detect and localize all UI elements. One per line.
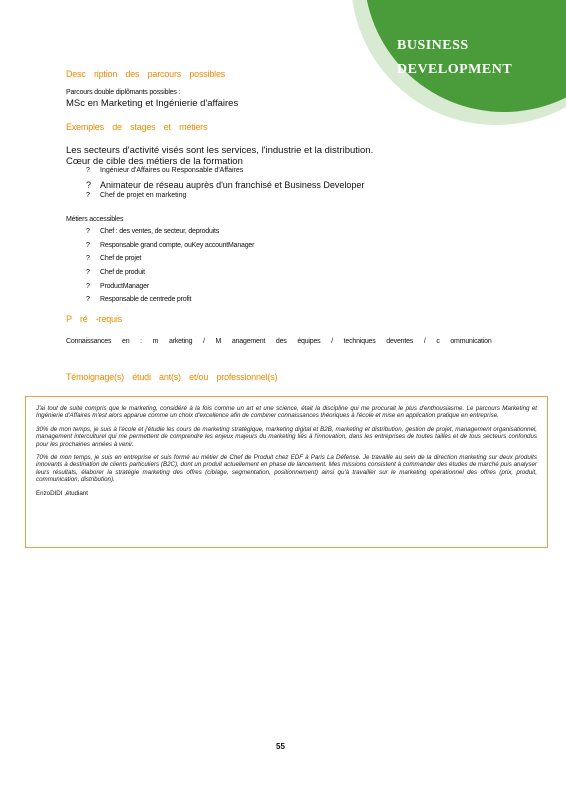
page-title: BUSINESS DEVELOPMENT	[397, 38, 513, 77]
testimony-paragraph: J'ai tout de suite compris que le marketing, considéré à la fois comme un art et une science, était la discipline qui me procurait le plus d'enthousiasme. Le parcours Marketing et Ingénierie d'Affaires m'est alors apparue comme un choix d'excellence afin de combiner connaissances théoriques à l'école et mise en application pratique en entreprise.	[36, 405, 537, 420]
heading-testimony: Témoignage(s) étudi ant(s) et/ou professionnel(s)	[66, 372, 278, 382]
jobs-list	[86, 228, 254, 310]
list-item: ? Ingénieur d'Affaires ou Responsable d'Affaires	[86, 167, 364, 180]
list-item: ? Responsable grand compte, ouKey accountManager	[86, 242, 254, 256]
description-line1: Parcours double diplômants possibles :	[66, 89, 181, 96]
testimony-paragraph: 30% de mon temps, je suis à l'école et j'étudie les cours de marketing stratégique, marketing digital et B2B, marketing et distribution, gestion de projet, management organisationnel, management interculturel qui me permettent de comprendre les enjeux majeurs du marketing liés à l'innovation, dans les entreprises de toutes tailles et de tous secteurs confondus pour les prochaines années à venir.	[36, 425, 537, 448]
testimony-box	[25, 396, 548, 548]
heading-description: Desc ription des parcours possibles	[66, 69, 226, 79]
heading-prerequisites: P ré -requis	[66, 314, 122, 324]
list-item: ? Chef : des ventes, de secteur, deproduits	[86, 228, 254, 242]
testimony-paragraph: 70% de mon temps, je suis en entreprise et suis formé au métier de Chef de Produit chez EDF à Paris La Défense. Je travaille au sein de la direction marketing sur deux produits innovants à destination de clients particuliers (B2C), dont un produit actuellement en phase de lancement. Mes missions consistent à commander des études de marché puis analyser leurs résultats, élaborer la stratégie marketing des offres (ciblage, segmentation, positionnement) ainsi qu'à travailler sur le marketing opérationnel des offres (prix, produit, communication, distribution).	[36, 454, 537, 484]
examples-line1: Les secteurs d'activité visés sont les services, l'industrie et la distribution.	[66, 145, 374, 156]
testimony-signature: EnzoDIDI ,étudiant	[36, 489, 88, 497]
examples-list	[86, 167, 364, 205]
list-item: ? Responsable de centrede profit	[86, 296, 254, 310]
list-item: ? Animateur de réseau auprès d'un franchisé et Business Developer	[86, 180, 364, 193]
list-item: ? Chef de projet en marketing	[86, 192, 364, 205]
list-item: ? Chef de produit	[86, 269, 254, 283]
jobs-heading: Métiers accessibles	[66, 216, 124, 223]
description-line2: MSc en Marketing et Ingénierie d'affaires	[66, 98, 239, 109]
page-number: 55	[276, 742, 285, 751]
examples-line2: Cœur de cible des métiers de la formation	[66, 156, 243, 167]
heading-examples: Exemples de stages et métiers	[66, 122, 208, 132]
prerequisites-text: Connaissances en : m arketing / M anagement des équipes / techniques deventes / c ommunication	[66, 338, 492, 345]
list-item: ? Chef de projet	[86, 255, 254, 269]
list-item: ? ProductManager	[86, 283, 254, 297]
